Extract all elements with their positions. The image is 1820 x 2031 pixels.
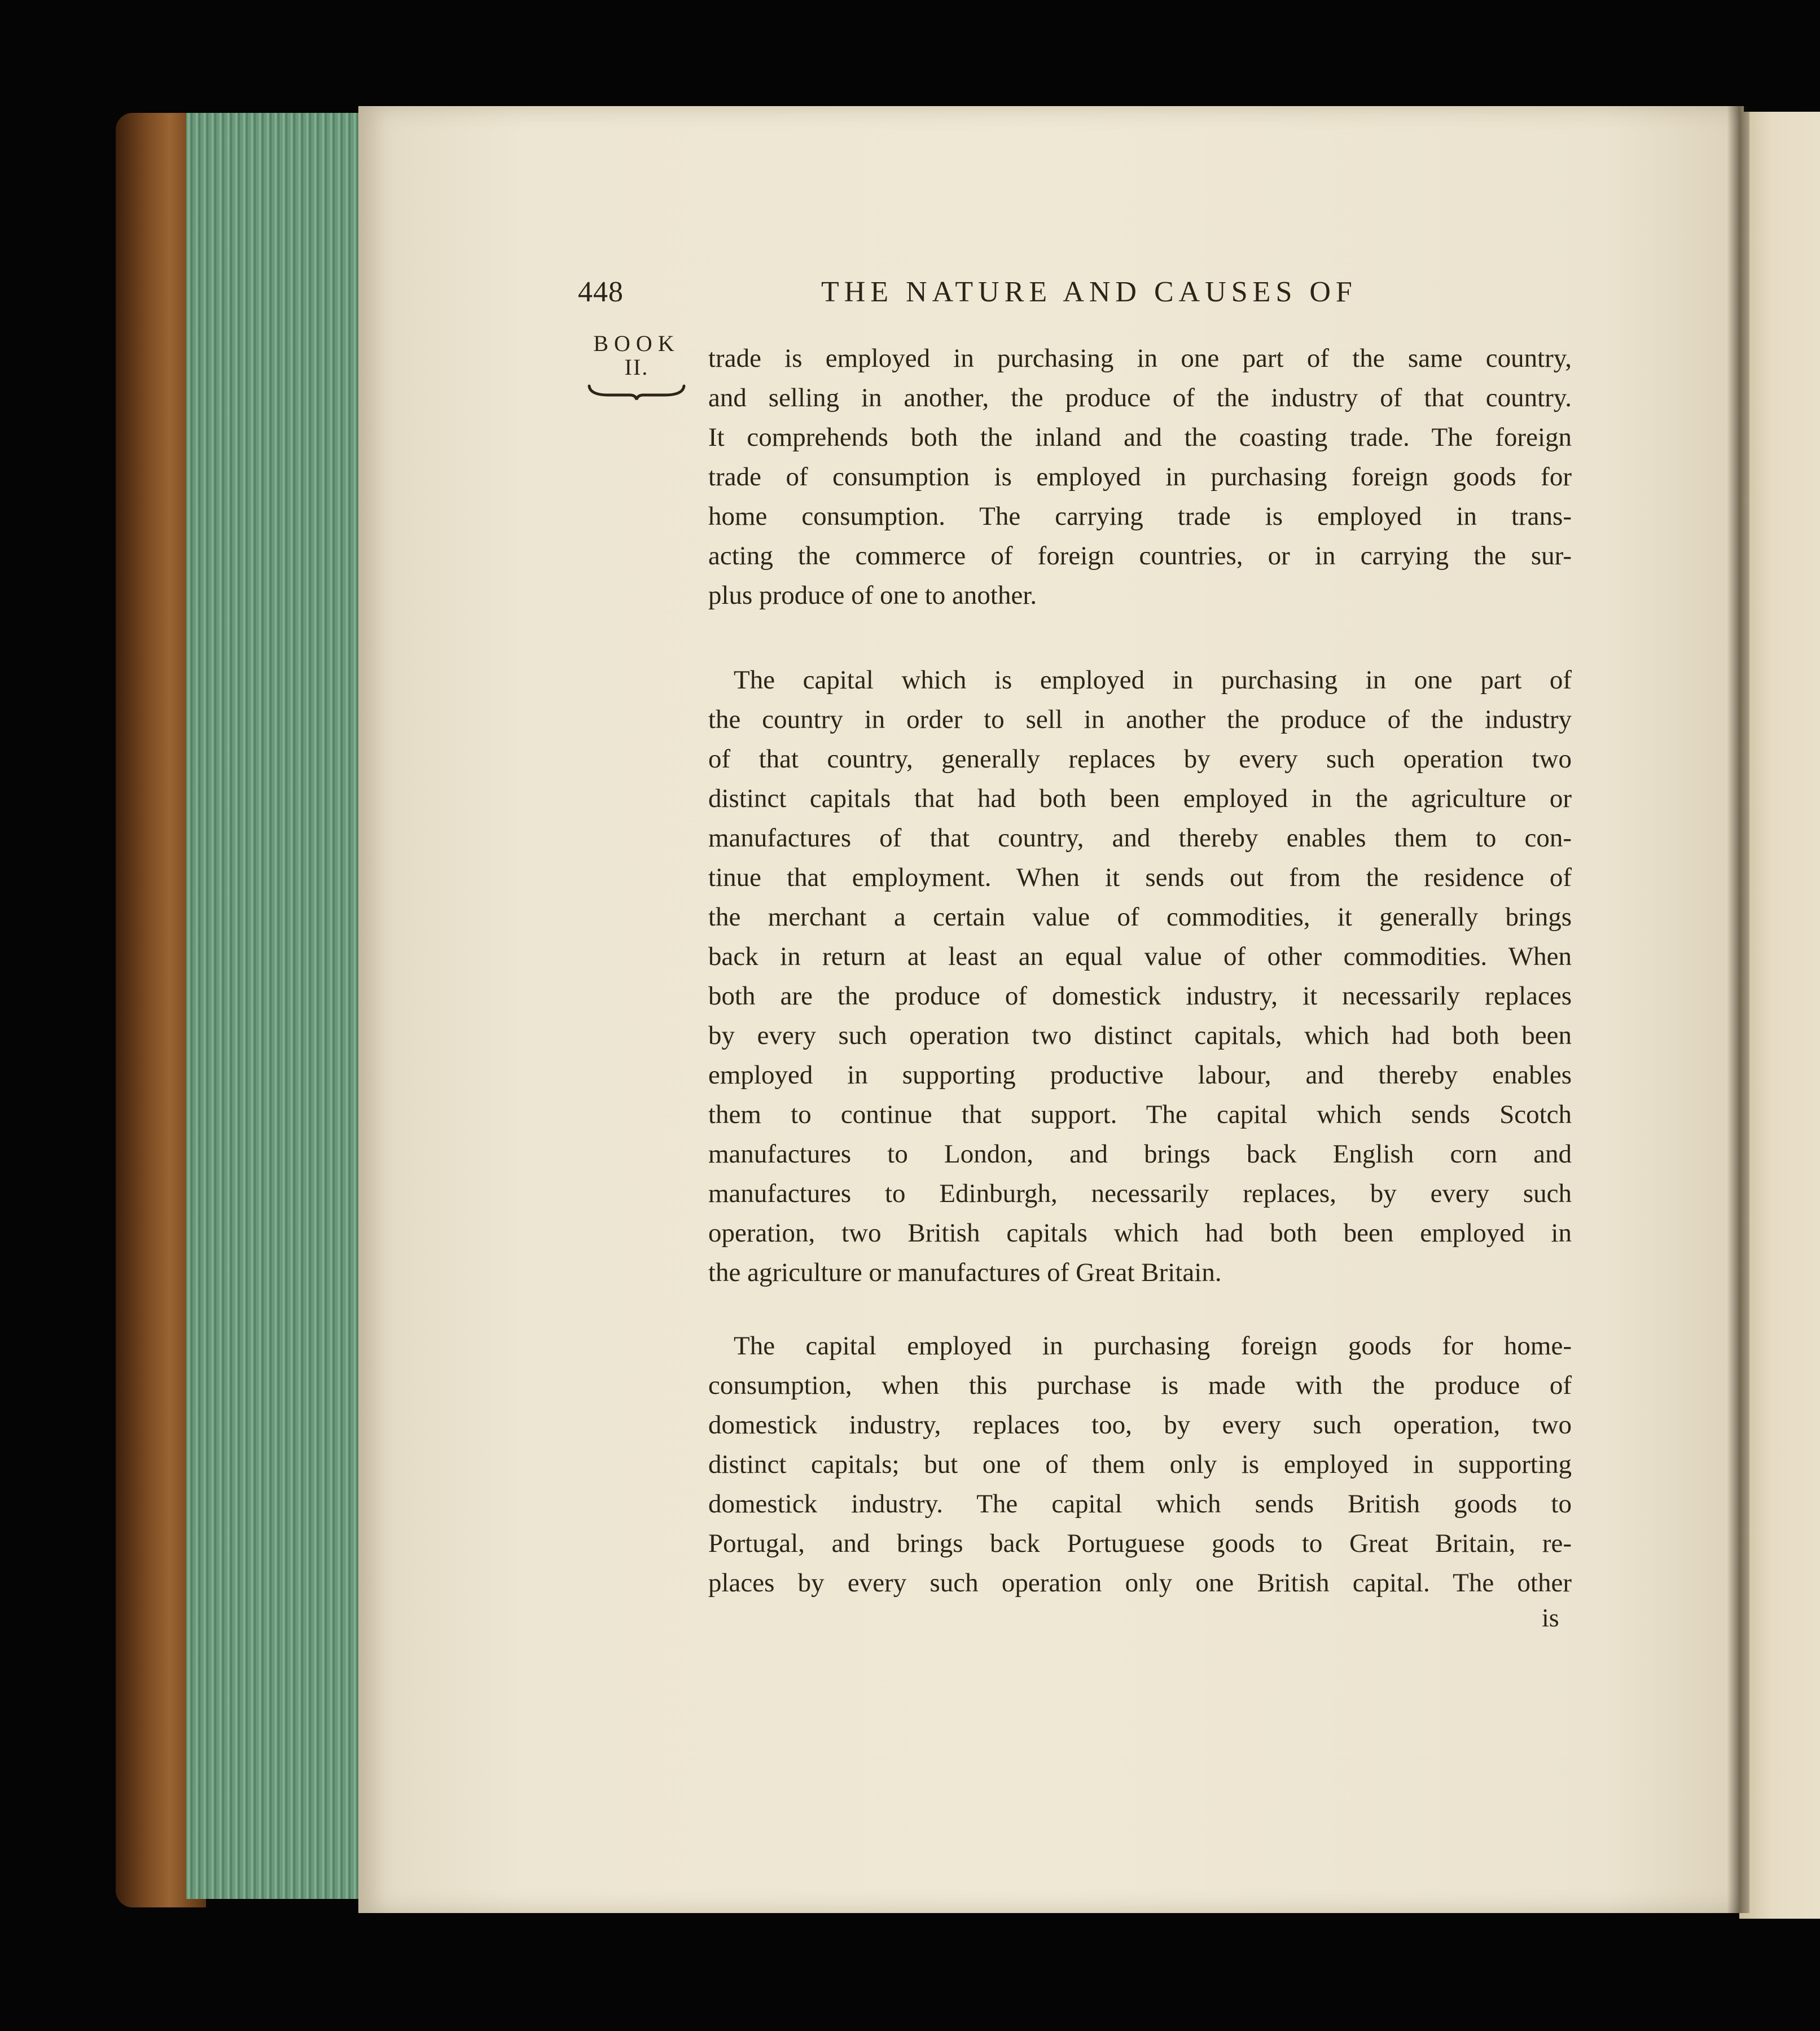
text-line: acting the commerce of foreign countries, or in carrying the sur-	[708, 541, 1572, 571]
text-line: operation, two British capitals which had both been employed in	[708, 1218, 1572, 1248]
text-line: plus produce of one to another.	[708, 581, 1037, 610]
book-word: BOOK	[593, 331, 680, 356]
text-line: of that country, generally replaces by every such operation two	[708, 744, 1572, 774]
text-line: The capital employed in purchasing foreign goods for home-	[734, 1331, 1572, 1361]
paragraph-2	[708, 660, 1572, 1292]
book-number: II.	[624, 354, 649, 380]
brace-icon	[586, 381, 687, 402]
text-line: the country in order to sell in another the produce of the industry	[708, 705, 1572, 734]
text-line: home consumption. The carrying trade is employed in trans-	[708, 502, 1572, 531]
text-line: the agriculture or manufactures of Great Britain.	[708, 1258, 1222, 1287]
paragraph-1	[708, 339, 1572, 615]
page-number: 448	[578, 276, 624, 308]
running-head: THE NATURE AND CAUSES OF	[821, 276, 1357, 308]
text-line: back in return at least an equal value of other commodities. When	[708, 942, 1572, 971]
book-label	[586, 332, 687, 379]
text-line: domestick industry. The capital which sends British goods to	[708, 1489, 1572, 1519]
text-line: It comprehends both the inland and the coasting trade. The foreign	[708, 423, 1572, 452]
text-line: The capital which is employed in purchasing in one part of	[734, 665, 1572, 695]
gutter-shadow	[1727, 106, 1749, 1913]
facing-page-edge	[1739, 112, 1820, 1919]
text-line: manufactures to London, and brings back English corn and	[708, 1139, 1572, 1169]
text-line: manufactures of that country, and thereby enables them to con-	[708, 823, 1572, 853]
text-line: trade of consumption is employed in purchasing foreign goods for	[708, 462, 1572, 492]
text-line: Portugal, and brings back Portuguese goods to Great Britain, re-	[708, 1529, 1572, 1558]
catchword: is	[1542, 1603, 1559, 1632]
text-line: consumption, when this purchase is made with the produce of	[708, 1371, 1572, 1400]
paragraph-3	[708, 1326, 1572, 1603]
text-line: distinct capitals; but one of them only is employed in supporting	[708, 1450, 1572, 1479]
text-line: trade is employed in purchasing in one part of the same country,	[708, 344, 1572, 373]
text-line: and selling in another, the produce of the industry of that country.	[708, 383, 1572, 413]
text-line: domestick industry, replaces too, by every such operation, two	[708, 1410, 1572, 1440]
text-line: tinue that employment. When it sends out from the residence of	[708, 863, 1572, 892]
text-line: both are the produce of domestick industry, it necessarily replaces	[708, 981, 1572, 1011]
page-edges	[186, 113, 367, 1899]
text-line: manufactures to Edinburgh, necessarily replaces, by every such	[708, 1179, 1572, 1208]
text-line: employed in supporting productive labour, and thereby enables	[708, 1060, 1572, 1090]
text-line: places by every such operation only one British capital. The other	[708, 1568, 1572, 1598]
text-line: by every such operation two distinct capitals, which had both been	[708, 1021, 1572, 1050]
text-line: them to continue that support. The capital which sends Scotch	[708, 1100, 1572, 1129]
text-line: distinct capitals that had both been employed in the agriculture or	[708, 784, 1572, 813]
text-line: the merchant a certain value of commodities, it generally brings	[708, 902, 1572, 932]
